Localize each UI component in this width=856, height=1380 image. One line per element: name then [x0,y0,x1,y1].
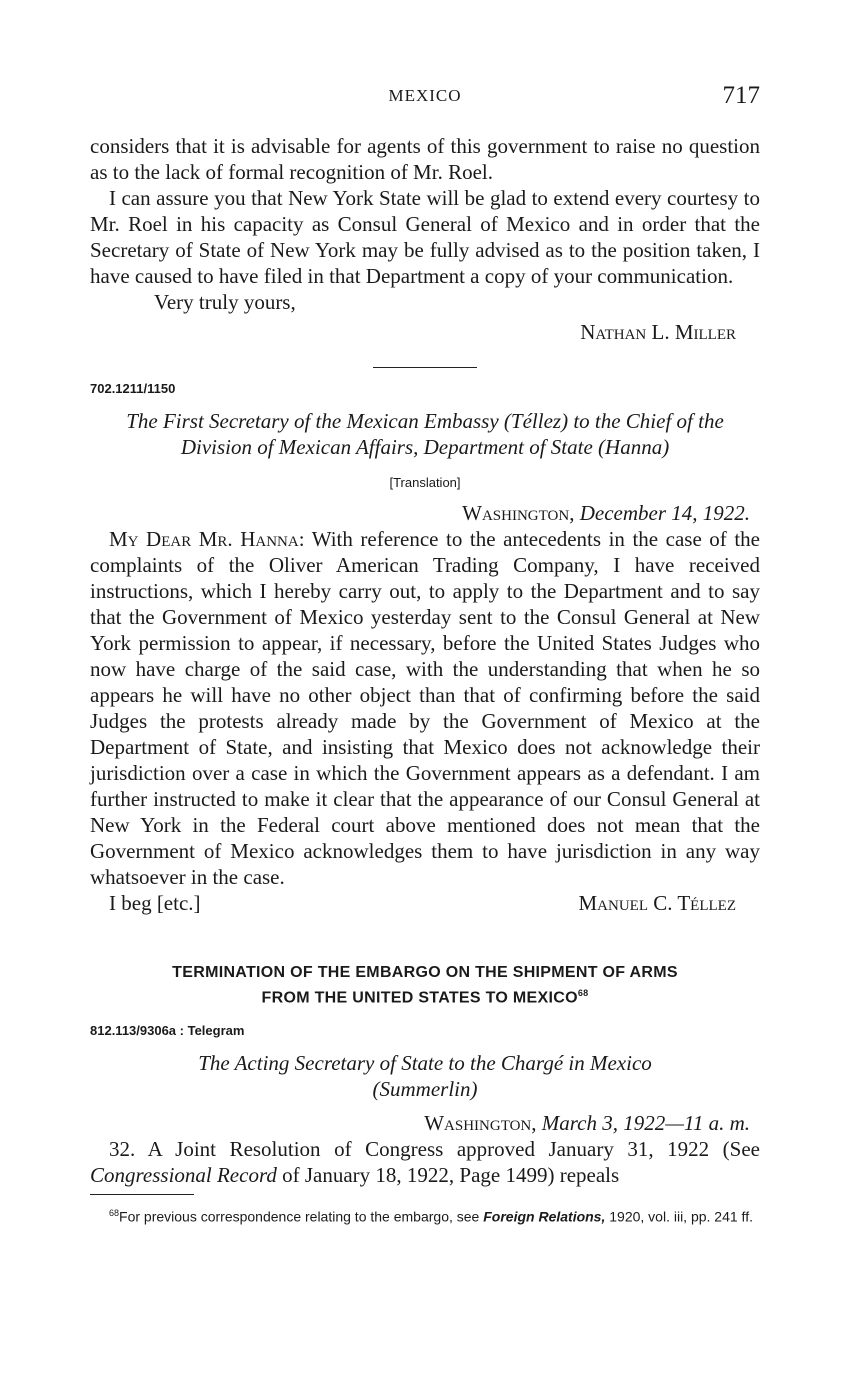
doc3-heading [90,1050,760,1102]
doc3-dateline [90,1110,760,1136]
footnote-text-italic: Foreign Relations, [483,1208,606,1225]
doc2-file-number: 702.1211/1150 [90,381,176,396]
doc2-body-text: With reference to the antecedents in the case of the complaints of the Oliver American Trading Company, I have received instructions, which I hereby carry out, to apply to the Department and to say that the Government of Mexico yesterday sent to the Consul General at New York permission to appear, if necessary, before the United States Judges who now have charge of the said case, with the understanding that when he so appears he will have no other object than that of confirming before the said Judges the protests already made by the Government of Mexico at the Department of State, and insisting that Mexico does not acknowledge their jurisdiction over a case in which the Government appears as a defendant. I am further instructed to make it clear that the appearance of our Consul General at New York in the Federal court above mentioned does not mean that the Government of Mexico acknowledges them to have jurisdiction in any way whatsoever in the case. [90,527,760,889]
doc2-dateline-place: Washington, [462,501,575,525]
footnote-text-start: For previous correspondence relating to the embargo, see [119,1208,480,1225]
letter1-paragraph-2: I can assure you that New York State will be glad to extend every courtesy to Mr. Roel in his capacity as Consul General of Mexico and in order that the Secretary of State of New York may be fully advised as to the position taken, I have caused to have filed in that Department a copy of your communication. [90,186,760,288]
section-footnote-mark: 68 [577,988,589,998]
doc2-signature: Manuel C. Téllez [578,891,736,915]
footnote-text-end: 1920, vol. iii, pp. 241 ff. [609,1208,753,1225]
doc2-salutation: My Dear Mr. Hanna: [109,527,305,551]
doc2-closing: I beg [etc.] [109,891,201,915]
doc3-heading-line2: (Summerlin) [372,1077,478,1102]
translation-note: [Translation] [389,475,461,490]
letter1-signature: Nathan L. Miller [580,320,736,344]
section-title [90,962,760,1008]
doc3-para-italic: Congressional Record [90,1163,277,1188]
running-header [90,82,760,116]
letter1-closing: Very truly yours, [154,290,296,314]
doc2-close-row [90,890,760,916]
doc2-dateline-date: December 14, 1922. [579,501,750,525]
section-title-line2 [90,983,760,1008]
letter1-paragraph-1: considers that it is advisable for agents of this government to raise no question as to the lack of formal recognition of Mr. Roel. [90,134,760,184]
doc3-paragraph [90,1136,760,1188]
doc2-heading: The First Secretary of the Mexican Embassy (Téllez) to the Chief of the Division of Mexican Affairs, Department of State (Hanna) [126,409,724,459]
doc3-para-end: of January 18, 1922, Page 1499) repeals [282,1163,620,1188]
footnote [90,1205,760,1226]
doc3-dateline-date: March 3, 1922—11 a. m. [541,1111,750,1136]
doc2-body [90,526,760,890]
section-divider [373,367,477,368]
doc3-para-start: 32. A Joint Resolution of Congress approved January 31, 1922 (See [109,1137,760,1162]
footnote-rule [90,1194,194,1195]
doc2-dateline [90,500,760,526]
doc3-file-number: 812.113/9306a : Telegram [90,1023,245,1039]
page-number: 717 [722,82,760,109]
section-title-line2-text: FROM THE UNITED STATES TO MEXICO [261,989,578,1007]
page-body [90,133,760,1226]
section-title-line1: TERMINATION OF THE EMBARGO ON THE SHIPMENT OF ARMS [172,964,678,981]
footnote-mark: 68 [109,1208,120,1219]
doc3-heading-line1: The Acting Secretary of State to the Chargé in Mexico [198,1051,652,1076]
doc3-dateline-place: Washington, [424,1111,537,1136]
running-title: MEXICO [388,86,462,105]
